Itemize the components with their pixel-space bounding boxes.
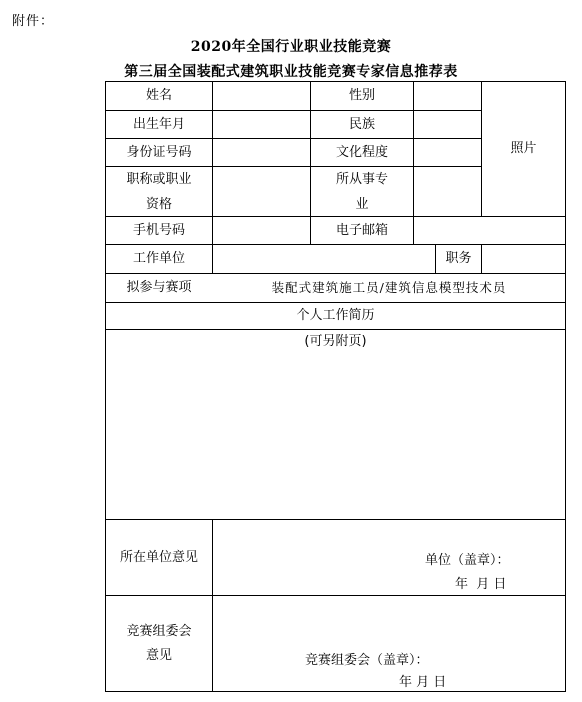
name-label: 姓名 — [145, 88, 172, 103]
profession-label-line2: 业 — [355, 196, 369, 212]
committee-opinion-label-line1: 竞赛组委会 — [126, 623, 192, 639]
gender-label: 性别 — [348, 88, 375, 103]
professional-title-label — [106, 167, 212, 216]
committee-date-label: 年 月 日 — [399, 675, 447, 690]
resume-area[interactable] — [106, 330, 565, 519]
event-value[interactable]: 装配式建筑施工员/建筑信息模型技术员 — [271, 280, 507, 295]
id-number-label: 身份证号码 — [126, 144, 192, 160]
profession-label — [311, 167, 413, 216]
unit-date-label: 年 月 日 — [455, 577, 507, 592]
form-subtitle: 第三届全国装配式建筑职业技能竞赛专家信息推荐表 — [124, 64, 458, 80]
professional-title-label-line1: 职称或职业 — [126, 171, 192, 187]
birth-field[interactable] — [213, 111, 310, 138]
id-number-field[interactable] — [213, 139, 310, 166]
profession-field[interactable] — [414, 167, 481, 216]
education-label: 文化程度 — [335, 144, 388, 160]
workplace-field[interactable] — [213, 245, 435, 273]
professional-title-field[interactable] — [213, 167, 310, 216]
table-border-bottom — [105, 691, 566, 692]
committee-opinion-field[interactable] — [213, 596, 565, 691]
unit-opinion-field[interactable] — [213, 520, 565, 595]
committee-seal-label: 竞赛组委会（盖章）： — [305, 653, 429, 668]
education-field[interactable] — [414, 139, 481, 166]
profession-label-line1: 所从事专 — [335, 171, 388, 187]
resume-header: 个人工作简历 — [296, 308, 375, 323]
workplace-label: 工作单位 — [132, 251, 185, 266]
birth-label: 出生年月 — [132, 116, 185, 132]
gender-field[interactable] — [414, 82, 481, 110]
form-title: 2020年全国行业职业技能竞赛 — [190, 39, 392, 55]
email-label: 电子邮箱 — [335, 222, 388, 238]
event-label: 拟参与赛项 — [126, 280, 192, 295]
photo-cell[interactable]: 照片 — [510, 141, 537, 156]
position-label: 职务 — [445, 251, 472, 266]
phone-field[interactable] — [213, 217, 310, 244]
professional-title-label-line2: 资格 — [145, 196, 172, 212]
resume-note: (可另附页) — [304, 334, 367, 349]
attachment-label: 附件： — [12, 14, 55, 29]
position-field[interactable] — [482, 245, 565, 273]
email-field[interactable] — [414, 217, 565, 244]
table-border-right — [565, 81, 566, 692]
committee-opinion-label-line2: 意见 — [145, 647, 172, 663]
ethnicity-field[interactable] — [414, 111, 481, 138]
unit-seal-label: 单位（盖章）： — [425, 553, 510, 568]
unit-opinion-label: 所在单位意见 — [119, 549, 198, 565]
name-field[interactable] — [213, 82, 310, 110]
ethnicity-label: 民族 — [348, 116, 375, 132]
phone-label: 手机号码 — [132, 222, 185, 238]
committee-opinion-label — [106, 596, 212, 691]
